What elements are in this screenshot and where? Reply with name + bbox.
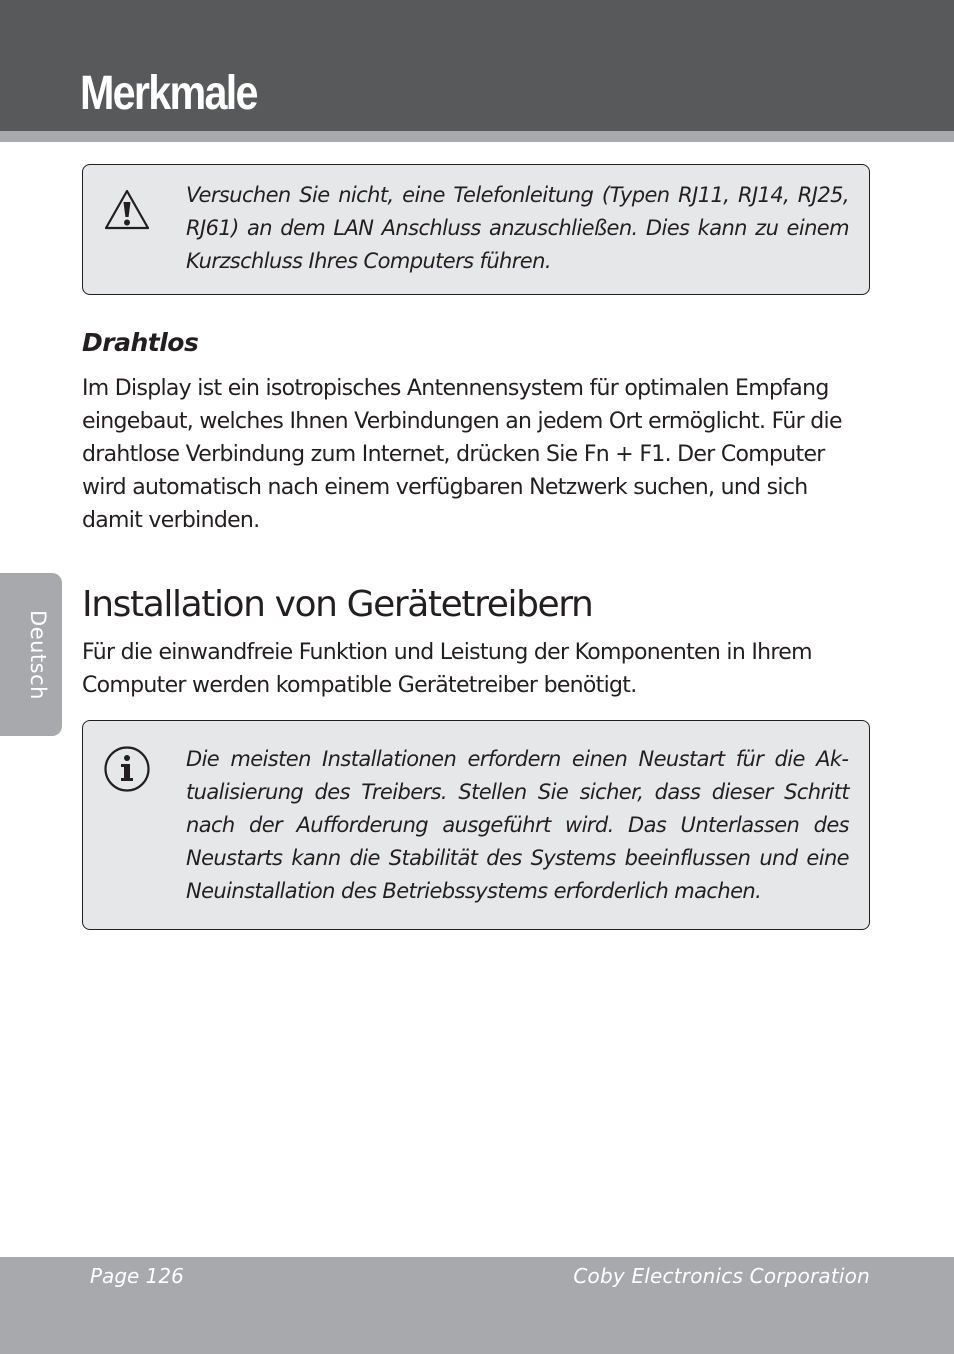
warning-note-text: Versuchen Sie nicht, eine Telefonleitung (Typen RJ11, RJ14, RJ25, RJ61) an dem LAN Anschluss anzuschließen. Dies kann zu einem Kurzschluss Ihres Computers führen. (186, 183, 849, 273)
language-side-tab-label: Deutsch (26, 610, 50, 700)
header-stripe (0, 131, 954, 142)
info-note-text: Die meisten Installationen erfordern einen Neustart für die Aktualisierung des Treibers. Stellen Sie sicher, dass dieser Schritt nach der Aufforderung ausgeführt wird. Das Unterlassen des Neustarts kann die Stabilität des Systems beeinflussen und eine Neuinstallation des Betriebssystems erforderlich machen. (186, 747, 849, 903)
drivers-heading: Installation von Gerätetreibern (82, 584, 593, 625)
warning-note (82, 164, 870, 295)
wireless-paragraph: Im Display ist ein isotropisches Antennensystem für optimalen Empfang eingebaut, welches Ihnen Verbindungen an jedem Ort ermöglicht. Für die drahtlose Verbindung zum Internet, drücken Sie Fn + F1. Der Computer wird automatisch nach einem verfügbaren Netzwerk suchen, und sich damit verbinden. (82, 376, 842, 533)
warning-triangle-icon (103, 188, 151, 236)
page-title: Merkmale (80, 67, 257, 120)
company-name: Coby Electronics Corporation (573, 1264, 870, 1288)
info-circle-icon (103, 745, 151, 797)
info-note (82, 720, 870, 930)
drivers-paragraph: Für die einwandfreie Funktion und Leistung der Komponenten in Ihrem Computer werden kompatible Gerätetreiber benötigt. (82, 640, 812, 698)
wireless-heading: Drahtlos (82, 328, 199, 357)
page-number: Page 126 (90, 1264, 184, 1288)
